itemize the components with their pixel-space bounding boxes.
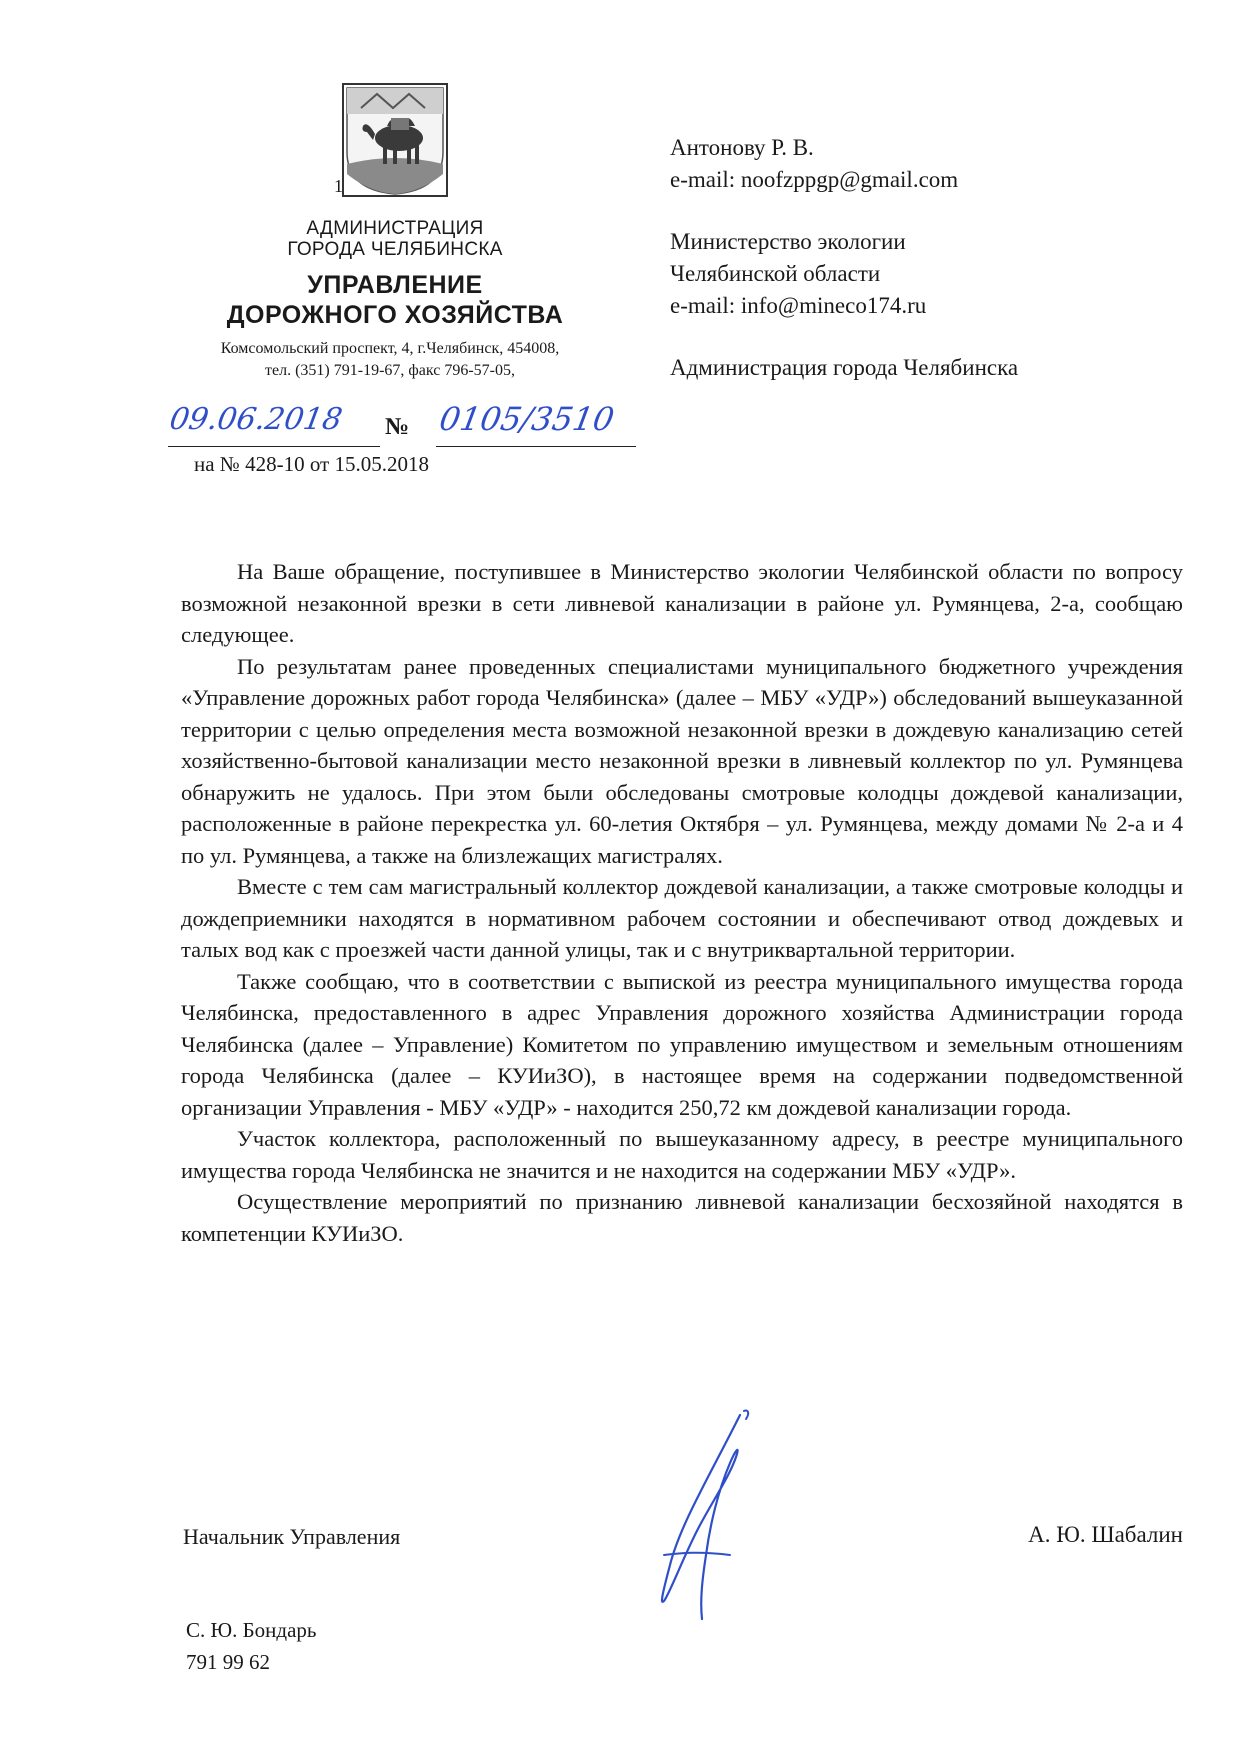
org-admin-line-1: АДМИНИСТРАЦИЯ xyxy=(306,218,484,239)
handwritten-signature-icon xyxy=(640,1405,780,1625)
number-label: № xyxy=(385,414,410,440)
signatory-name: А. Ю. Шабалин xyxy=(1028,1522,1183,1547)
addressee-2-region: Челябинской области xyxy=(670,261,881,286)
body-paragraph: По результатам ранее проведенных специалистами муниципального бюджетного учреждения «Управление дорожных работ города Челябинска» (далее – МБУ «УДР») обследований вышеуказанной территории с целью определения места возможной незаконной врезки в дождевую канализацию сетей хозяйственно-бытовой канализации место незаконной врезки в ливневый коллектор по ул. Румянцева обнаружить не удалось. При этом были обследованы смотровые колодцы дождевой канализации, расположенные в районе перекрестка ул. 60-летия Октября – ул. Румянцева, между домами № 2-а и 4 по ул. Румянцева, а также на близлежащих магистралях. xyxy=(181,653,1183,868)
addressee-1-name: Антонову Р. В. xyxy=(670,135,814,160)
body-paragraph: Вместе с тем сам магистральный коллектор дождевой канализации, а также смотровые колодцы и дождеприемники находятся в нормативном рабочем состоянии и обеспечивают отвод дождевых и талых вод как с проезжей части данной улицы, так и с внутриквартальной территории. xyxy=(181,874,1183,962)
body-paragraph: Также сообщаю, что в соответствии с выпиской из реестра муниципального имущества города Челябинска, предоставленного в адрес Управления дорожного хозяйства Администрации города Челябинска (далее – Управление) Комитетом по управлению имуществом и земельным отношениям города Челябинска (далее – КУИиЗО), в настоящее время на содержании подведомственной организации Управления - МБУ «УДР» - находится 250,72 км дождевой канализации города. xyxy=(181,968,1183,1120)
executor-phone: 791 99 62 xyxy=(186,1650,270,1674)
number-underline xyxy=(436,446,636,447)
body-paragraph: Участок коллектора, расположенный по вышеуказанному адресу, в реестре муниципального имущества города Челябинска не значится и не находится на содержании МБУ «УДР». xyxy=(181,1126,1183,1183)
org-address: Комсомольский проспект, 4, г.Челябинск, 454008, xyxy=(220,340,560,357)
addressee-2-name: Министерство экологии xyxy=(670,229,906,254)
executor-name: С. Ю. Бондарь xyxy=(186,1618,317,1642)
handwritten-date: 09.06.2018 xyxy=(166,402,345,437)
emblem-number: 1 xyxy=(334,176,343,196)
department-line-2: ДОРОЖНОГО ХОЗЯЙСТВА xyxy=(226,301,564,329)
city-coat-of-arms-icon xyxy=(341,82,449,198)
letter-body xyxy=(181,556,1183,1249)
body-paragraph: Осуществление мероприятий по признанию ливневой канализации бесхозяйной находятся в компетенции КУИиЗО. xyxy=(181,1189,1183,1246)
addressee-3-name: Администрация города Челябинска xyxy=(670,355,1019,380)
in-reply-to: на № 428-10 от 15.05.2018 xyxy=(194,452,429,476)
addressee-2-email: e-mail: info@mineco174.ru xyxy=(670,293,927,318)
department-line-1: УПРАВЛЕНИЕ xyxy=(307,271,483,299)
org-phones: тел. (351) 791-19-67, факс 796-57-05, xyxy=(265,362,515,379)
org-admin-name xyxy=(190,218,600,260)
org-contacts xyxy=(170,338,610,382)
date-underline xyxy=(168,446,380,447)
body-paragraph: На Ваше обращение, поступившее в Министерство экологии Челябинской области по вопросу возможной незаконной врезки в сети ливневой канализации в районе ул. Румянцева, 2-а, сообщаю следующее. xyxy=(181,559,1183,647)
executor-block xyxy=(186,1614,316,1678)
handwritten-outgoing-number: 0105/3510 xyxy=(436,400,618,438)
signatory-position: Начальник Управления xyxy=(183,1524,401,1549)
org-admin-line-2: ГОРОДА ЧЕЛЯБИНСКА xyxy=(287,239,503,260)
department-name xyxy=(190,270,600,330)
addressee-1-email: e-mail: noofzppgp@gmail.com xyxy=(670,167,959,192)
addressees-block xyxy=(670,132,1190,384)
